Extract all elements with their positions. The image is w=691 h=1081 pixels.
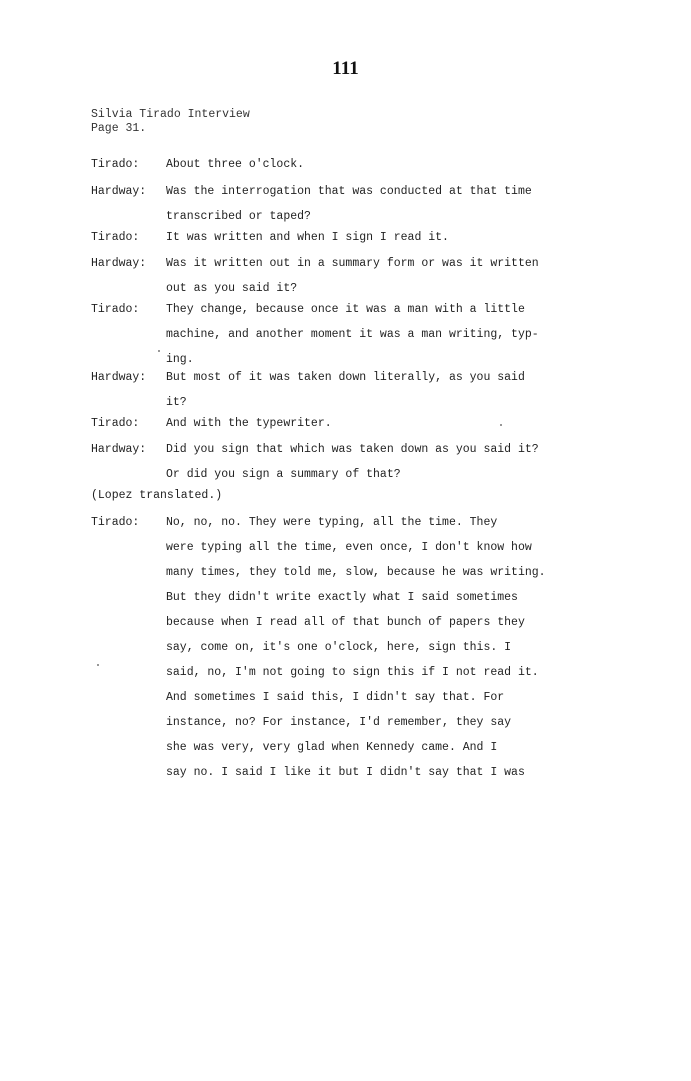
speech-text xyxy=(166,371,525,421)
speech-line: And sometimes I said this, I didn't say that. For xyxy=(166,691,505,704)
speech-text xyxy=(166,303,539,378)
speech-text xyxy=(166,185,532,235)
speech-line: And with the typewriter. xyxy=(166,417,332,430)
speech-line: No, no, no. They were typing, all the time. They xyxy=(166,516,498,529)
document-header xyxy=(91,108,250,136)
scan-speck xyxy=(158,350,160,352)
speech-text xyxy=(166,417,332,442)
page-number: 111 xyxy=(332,58,359,79)
speech-text xyxy=(166,158,304,183)
speech-line: many times, they told me, slow, because he was writing. xyxy=(166,566,546,579)
header-page-ref: Page 31. xyxy=(91,122,147,135)
translation-note: (Lopez translated.) xyxy=(91,489,223,502)
speech-text xyxy=(166,231,449,256)
speech-line: Or did you sign a summary of that? xyxy=(166,468,401,481)
speech-line: They change, because once it was a man with a little xyxy=(166,303,525,316)
speech-line: were typing all the time, even once, I don't know how xyxy=(166,541,532,554)
speech-line: say, come on, it's one o'clock, here, sign this. I xyxy=(166,641,512,654)
speaker-label: Tirado: xyxy=(91,303,140,316)
speech-line: But they didn't write exactly what I said sometimes xyxy=(166,591,518,604)
speech-line: she was very, very glad when Kennedy came. And I xyxy=(166,741,498,754)
speech-line: transcribed or taped? xyxy=(166,210,311,223)
speaker-label: Hardway: xyxy=(91,443,147,456)
speaker-label: Hardway: xyxy=(91,257,147,270)
speech-line: ing. xyxy=(166,353,194,366)
speaker-label: Hardway: xyxy=(91,371,147,384)
speech-line: it? xyxy=(166,396,187,409)
speaker-label: Hardway: xyxy=(91,185,147,198)
speech-line: instance, no? For instance, I'd remember, they say xyxy=(166,716,512,729)
speech-line: say no. I said I like it but I didn't say that I was xyxy=(166,766,525,779)
speaker-label: Tirado: xyxy=(91,516,140,529)
speech-text xyxy=(166,443,539,493)
header-title: Silvia Tirado Interview xyxy=(91,108,250,121)
speaker-label: Tirado: xyxy=(91,158,140,171)
speech-line: Did you sign that which was taken down as you said it? xyxy=(166,443,539,456)
speech-line: said, no, I'm not going to sign this if I not read it. xyxy=(166,666,539,679)
speech-line: About three o'clock. xyxy=(166,158,305,171)
speech-text xyxy=(166,516,546,791)
speaker-label: Tirado: xyxy=(91,417,140,430)
speech-line: Was it written out in a summary form or was it written xyxy=(166,257,539,270)
speech-line: because when I read all of that bunch of papers they xyxy=(166,616,525,629)
scan-speck xyxy=(97,664,99,666)
speech-line: Was the interrogation that was conducted at that time xyxy=(166,185,532,198)
speech-line: But most of it was taken down literally, as you said xyxy=(166,371,525,384)
speech-text xyxy=(166,257,539,307)
speech-line: out as you said it? xyxy=(166,282,298,295)
speech-line: machine, and another moment it was a man writing, typ- xyxy=(166,328,539,341)
speaker-label: Tirado: xyxy=(91,231,140,244)
scan-speck xyxy=(500,424,502,426)
speech-line: It was written and when I sign I read it. xyxy=(166,231,449,244)
